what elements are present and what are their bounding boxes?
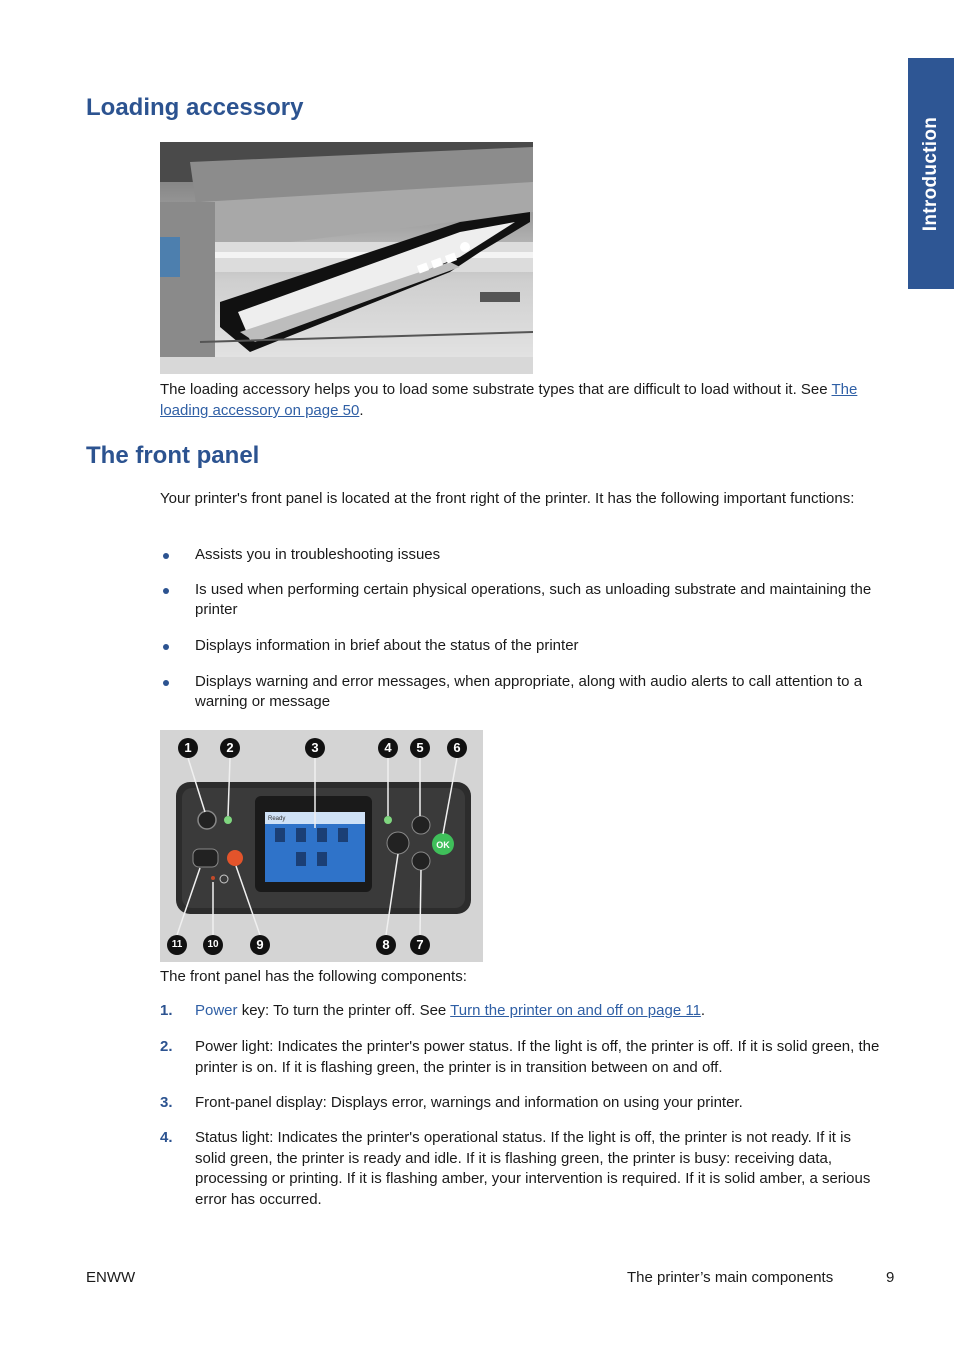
loading-accessory-illustration [160,142,533,374]
item-text: Power light: Indicates the printer's power status. If the light is off, the printer is off. If it is solid green, the printer is on. If it is flashing green, the printer is in transition between on and off. [195,1038,880,1076]
bullet-icon [163,588,169,594]
bullet-text: Displays information in brief about the status of the printer [195,637,579,654]
item-number: 3. [160,1094,173,1111]
item-number: 1. [160,1002,173,1019]
item-text: Status light: Indicates the printer's operational status. If the light is off, the printer is not ready. If it is solid green, the printer is ready and idle. If it is flashing green, the printer is busy: receiving data, processing or printing. If it is flashing amber, your intervention is required. If it is solid amber, a serious error has occurred. [195,1129,871,1208]
item-text [195,1001,885,1022]
section-title-loading-accessory: Loading accessory [86,94,304,121]
callout-number: 6 [447,738,467,758]
callout-number: 10 [203,935,223,955]
callout-number: 3 [305,738,325,758]
callout-number: 8 [376,935,396,955]
power-on-off-link[interactable]: Turn the printer on and off on page 11 [450,1002,701,1019]
paragraph-text: The loading accessory helps you to load some substrate types that are difficult to load without it. See [160,381,832,398]
bullet-text: Displays warning and error messages, when appropriate, along with audio alerts to call attention to a warning or message [195,673,863,710]
chapter-tab-label: Introduction [920,116,941,231]
chapter-tab [908,58,954,289]
bullet-icon [163,553,169,559]
section-title-front-panel: The front panel [86,442,260,469]
bullet-text: Assists you in troubleshooting issues [195,546,441,563]
list-item [160,672,885,712]
list-item [160,580,885,620]
component-item [160,1093,885,1114]
bullet-text: Is used when performing certain physical operations, such as unloading substrate and maintaining the printer [195,581,872,618]
callout-number: 4 [378,738,398,758]
loading-accessory-paragraph [160,379,880,421]
callout-number: 11 [167,935,187,955]
component-item [160,1001,885,1022]
item-number: 2. [160,1038,173,1055]
footer-section: The printer’s main components [627,1269,834,1286]
component-item [160,1128,885,1210]
item-number: 4. [160,1129,173,1146]
loading-accessory-link[interactable]: The loading accessory on page 50 [160,381,858,419]
page-number: 9 [886,1269,895,1286]
callout-number: 2 [220,738,240,758]
item-end: . [700,1002,706,1019]
callout-number: 5 [410,738,430,758]
callout-number: 9 [250,935,270,955]
power-term: Power [195,1002,238,1019]
loading-accessory-photo [160,142,533,374]
footer-left: ENWW [86,1269,136,1286]
power-key-icon [198,811,216,829]
components-intro: The front panel has the following components: [160,968,467,985]
component-item [160,1037,885,1078]
paragraph-end: . [359,402,364,419]
list-item [160,636,885,656]
callout-number: 1 [178,738,198,758]
item-body: key: To turn the printer off. See [237,1002,451,1019]
item-text: Front-panel display: Displays error, warnings and information on using your printer. [195,1094,743,1111]
list-item [160,545,885,565]
ok-button-label: OK [436,840,450,850]
front-panel-illustration [160,730,483,962]
bullet-icon [163,680,169,686]
front-panel-intro: Your printer's front panel is located at the front right of the printer. It has the following important functions: [160,490,855,507]
front-panel-figure [160,730,483,962]
display-status-text: Ready [268,816,286,822]
callout-number: 7 [410,935,430,955]
bullet-icon [163,644,169,650]
